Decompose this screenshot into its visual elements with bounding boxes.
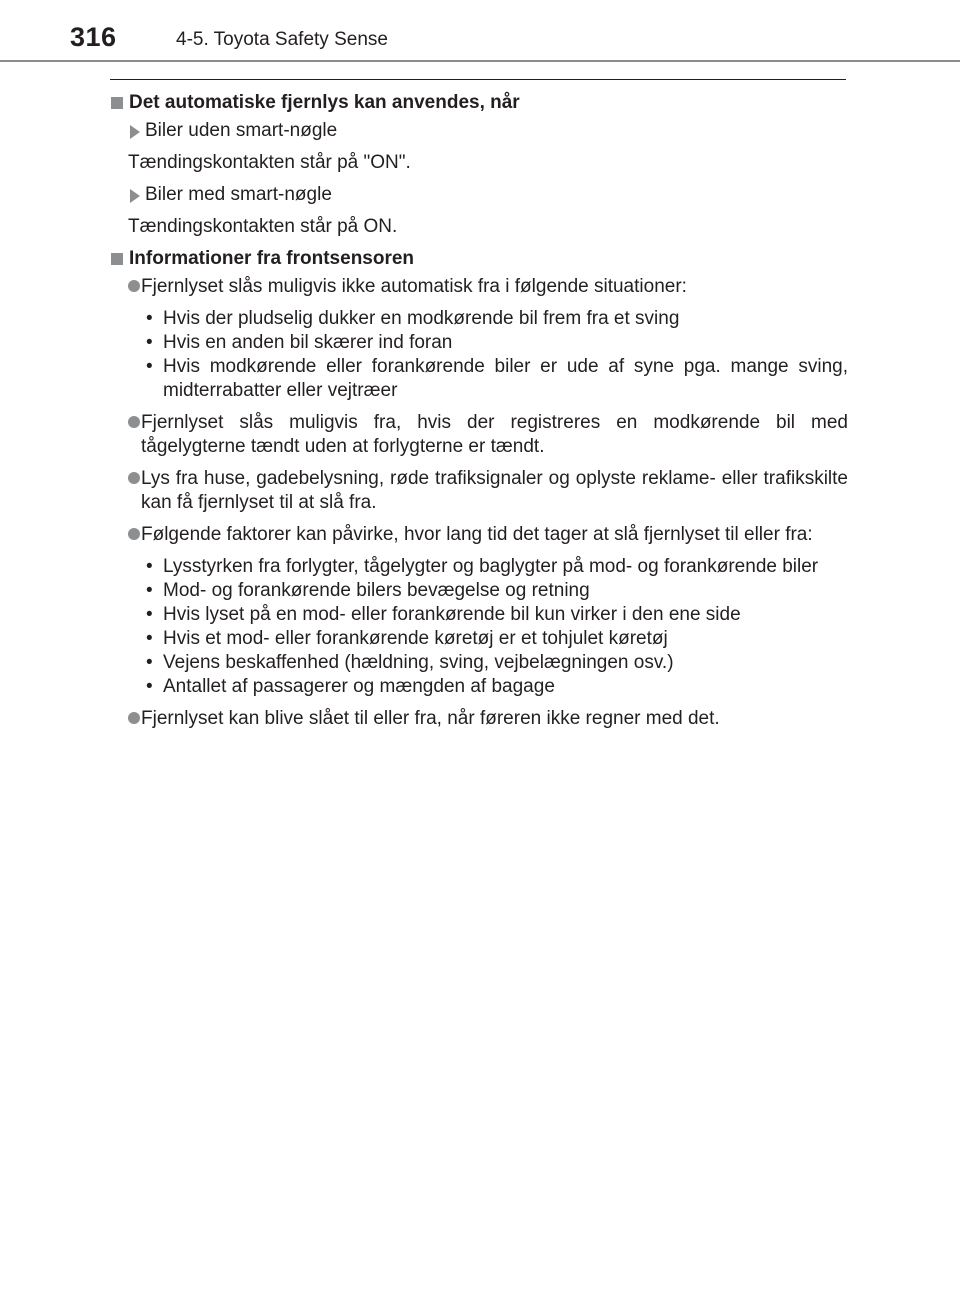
list-marker: • [146,652,153,673]
situation-list [110,307,848,403]
bullet-point [110,707,848,731]
list-item [110,555,848,579]
list-item-text: Lysstyrken fra forlygter, tågelygter og baglygter på mod- og forankørende biler [163,556,819,577]
page-number: 316 [70,22,117,52]
list-item-text: Hvis modkørende eller forankørende biler er ude af syne pga. mange sving, midterrabatter eller vejtræer [163,356,848,401]
section-heading-front-sensor-info [110,247,848,271]
section-title: 4-5. Toyota Safety Sense [176,29,388,50]
list-item [110,675,848,699]
list-item-text: Mod- og forankørende bilers bevægelse og retning [163,580,590,601]
paragraph: Tændingskontakten står på ON. [128,216,398,237]
list-item [110,627,848,651]
paragraph: Tændingskontakten står på "ON". [128,152,411,173]
list-item [110,651,848,675]
bullet-text: Lys fra huse, gadebelysning, røde trafiksignaler og oplyste reklame- eller trafikskilte kan få fjernlyset til at slå fra. [141,468,848,513]
list-item [110,331,848,355]
subheading-without-smart-key [110,119,848,143]
heading-text: Det automatiske fjernlys kan anvendes, når [129,92,520,113]
list-marker: • [146,356,153,377]
square-bullet-icon [111,253,123,265]
subheading-text: Biler med smart-nøgle [145,184,332,205]
list-item [110,355,848,403]
subheading-text: Biler uden smart-nøgle [145,120,338,141]
bullet-text: Følgende faktorer kan påvirke, hvor lang tid det tager at slå fjernlyset til eller fra: [141,524,813,545]
subheading-with-smart-key [110,183,848,207]
circle-bullet-icon [128,712,140,724]
section-heading-high-beam-conditions [110,91,848,115]
bullet-point [110,275,848,299]
list-marker: • [146,604,153,625]
heading-text: Informationer fra frontsensoren [129,248,415,269]
list-marker: • [146,628,153,649]
bullet-text: Fjernlyset kan blive slået til eller fra, når føreren ikke regner med det. [141,708,720,729]
list-item-text: Hvis et mod- eller forankørende køretøj er et tohjulet køretøj [163,628,668,649]
page-content [110,91,848,739]
header-divider [0,60,960,62]
list-item [110,307,848,331]
list-item [110,579,848,603]
circle-bullet-icon [128,280,140,292]
list-item-text: Hvis lyset på en mod- eller forankørende bil kun virker i den ene side [163,604,741,625]
square-bullet-icon [111,97,123,109]
factor-list [110,555,848,699]
circle-bullet-icon [128,528,140,540]
list-item-text: Vejens beskaffenhed (hældning, sving, vejbelægningen osv.) [163,652,674,673]
list-marker: • [146,556,153,577]
triangle-right-icon [130,125,140,139]
list-marker: • [146,580,153,601]
list-item-text: Hvis en anden bil skærer ind foran [163,332,453,353]
bullet-point [110,467,848,515]
list-item-text: Hvis der pludselig dukker en modkørende bil frem fra et sving [163,308,680,329]
list-marker: • [146,332,153,353]
triangle-right-icon [130,189,140,203]
bullet-text: Fjernlyset slås muligvis ikke automatisk fra i følgende situationer: [141,276,687,297]
content-divider [110,79,846,80]
list-marker: • [146,308,153,329]
bullet-point [110,411,848,459]
bullet-text: Fjernlyset slås muligvis fra, hvis der registreres en modkørende bil med tågelygterne tændt uden at forlygterne er tændt. [141,412,848,457]
list-item [110,603,848,627]
circle-bullet-icon [128,472,140,484]
circle-bullet-icon [128,416,140,428]
bullet-point [110,523,848,547]
list-item-text: Antallet af passagerer og mængden af bagage [163,676,555,697]
list-marker: • [146,676,153,697]
page-header [0,0,960,64]
